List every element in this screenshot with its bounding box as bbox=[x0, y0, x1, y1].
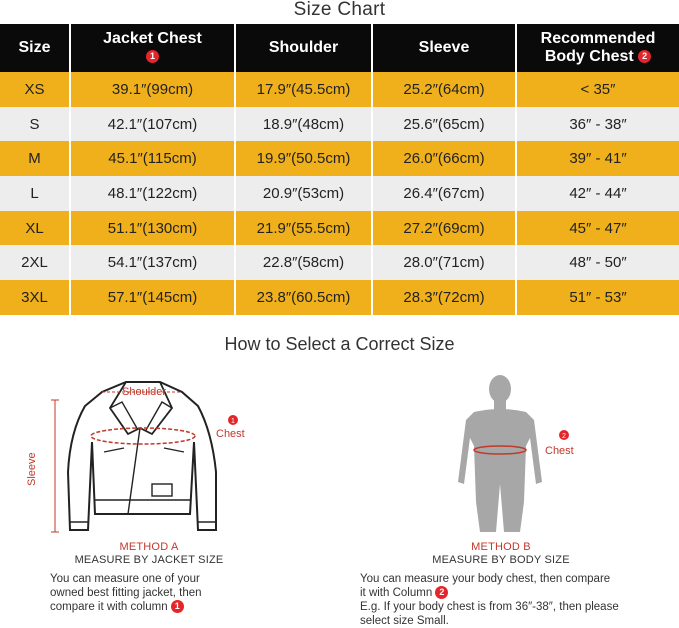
table-row bbox=[0, 280, 679, 315]
cell-jacket-chest: 51.1″(130cm) bbox=[70, 211, 235, 246]
cell-body-chest: 48″ - 50″ bbox=[516, 245, 679, 280]
cell-body-chest: 45″ - 47″ bbox=[516, 211, 679, 246]
svg-text:2: 2 bbox=[562, 433, 566, 440]
table-row bbox=[0, 245, 679, 280]
size-chart-table bbox=[0, 24, 679, 315]
sleeve-label: Sleeve bbox=[26, 452, 38, 486]
table-row bbox=[0, 72, 679, 107]
header-recommended-body-chest bbox=[516, 24, 679, 72]
cell-shoulder: 18.9″(48cm) bbox=[235, 107, 372, 142]
cell-sleeve: 28.0″(71cm) bbox=[372, 245, 516, 280]
method-b-title: METHOD B bbox=[471, 541, 531, 553]
method-a-desc-line1: You can measure one of your bbox=[50, 573, 200, 585]
cell-sleeve: 27.2″(69cm) bbox=[372, 211, 516, 246]
cell-body-chest: 42″ - 44″ bbox=[516, 176, 679, 211]
table-header-row bbox=[0, 24, 679, 72]
table-row bbox=[0, 107, 679, 142]
header-shoulder: Shoulder bbox=[235, 24, 372, 72]
method-b-description bbox=[360, 572, 619, 628]
table-row bbox=[0, 176, 679, 211]
badge-1-icon: 1 bbox=[146, 50, 159, 63]
cell-size: M bbox=[0, 141, 70, 176]
table-row bbox=[0, 141, 679, 176]
cell-jacket-chest: 57.1″(145cm) bbox=[70, 280, 235, 315]
cell-body-chest: 51″ - 53″ bbox=[516, 280, 679, 315]
header-recommended-line1: Recommended bbox=[540, 30, 656, 47]
method-b-desc-line1: You can measure your body chest, then compare bbox=[360, 573, 611, 585]
cell-body-chest: 36″ - 38″ bbox=[516, 107, 679, 142]
header-sleeve: Sleeve bbox=[372, 24, 516, 72]
method-b-subtitle: MEASURE BY BODY SIZE bbox=[432, 554, 570, 566]
cell-size: XS bbox=[0, 72, 70, 107]
howto-title: How to Select a Correct Size bbox=[224, 334, 455, 354]
method-a-title: METHOD A bbox=[119, 541, 179, 553]
cell-sleeve: 25.6″(65cm) bbox=[372, 107, 516, 142]
header-recommended-line2: Body Chest bbox=[544, 48, 634, 65]
header-jacket-chest bbox=[70, 24, 235, 72]
body-chest-label: Chest bbox=[545, 445, 574, 457]
cell-body-chest: < 35″ bbox=[516, 72, 679, 107]
method-a-desc-line2: owned best fitting jacket, then bbox=[50, 587, 202, 599]
method-a-desc-line3: compare it with column bbox=[50, 601, 168, 613]
cell-sleeve: 26.0″(66cm) bbox=[372, 141, 516, 176]
cell-sleeve: 26.4″(67cm) bbox=[372, 176, 516, 211]
table-row bbox=[0, 211, 679, 246]
cell-jacket-chest: 48.1″(122cm) bbox=[70, 176, 235, 211]
header-size: Size bbox=[0, 24, 70, 72]
cell-size: 2XL bbox=[0, 245, 70, 280]
badge-1-icon: 1 bbox=[171, 600, 184, 613]
method-b-desc-line2: it with Column bbox=[360, 587, 433, 599]
header-jacket-chest-label: Jacket Chest bbox=[103, 30, 202, 47]
method-b-desc-line4: select size Small. bbox=[360, 615, 449, 627]
cell-shoulder: 19.9″(50.5cm) bbox=[235, 141, 372, 176]
cell-jacket-chest: 39.1″(99cm) bbox=[70, 72, 235, 107]
cell-sleeve: 28.3″(72cm) bbox=[372, 280, 516, 315]
method-a-description bbox=[50, 572, 202, 614]
jacket-chest-label: Chest bbox=[216, 428, 245, 440]
badge-2-icon: 2 bbox=[638, 50, 651, 63]
cell-shoulder: 17.9″(45.5cm) bbox=[235, 72, 372, 107]
cell-jacket-chest: 54.1″(137cm) bbox=[70, 245, 235, 280]
cell-size: L bbox=[0, 176, 70, 211]
cell-size: XL bbox=[0, 211, 70, 246]
badge-2-icon: 2 bbox=[435, 586, 448, 599]
cell-body-chest: 39″ - 41″ bbox=[516, 141, 679, 176]
cell-shoulder: 20.9″(53cm) bbox=[235, 176, 372, 211]
cell-shoulder: 23.8″(60.5cm) bbox=[235, 280, 372, 315]
cell-sleeve: 25.2″(64cm) bbox=[372, 72, 516, 107]
method-b-desc-line3: E.g. If your body chest is from 36″-38″, then please bbox=[360, 601, 619, 613]
cell-jacket-chest: 45.1″(115cm) bbox=[70, 141, 235, 176]
svg-text:1: 1 bbox=[231, 418, 235, 425]
shoulder-label: Shoulder bbox=[122, 386, 167, 398]
cell-shoulder: 21.9″(55.5cm) bbox=[235, 211, 372, 246]
method-a-subtitle: MEASURE BY JACKET SIZE bbox=[74, 554, 224, 566]
page-title: Size Chart bbox=[293, 0, 386, 20]
cell-jacket-chest: 42.1″(107cm) bbox=[70, 107, 235, 142]
cell-size: S bbox=[0, 107, 70, 142]
cell-shoulder: 22.8″(58cm) bbox=[235, 245, 372, 280]
cell-size: 3XL bbox=[0, 280, 70, 315]
